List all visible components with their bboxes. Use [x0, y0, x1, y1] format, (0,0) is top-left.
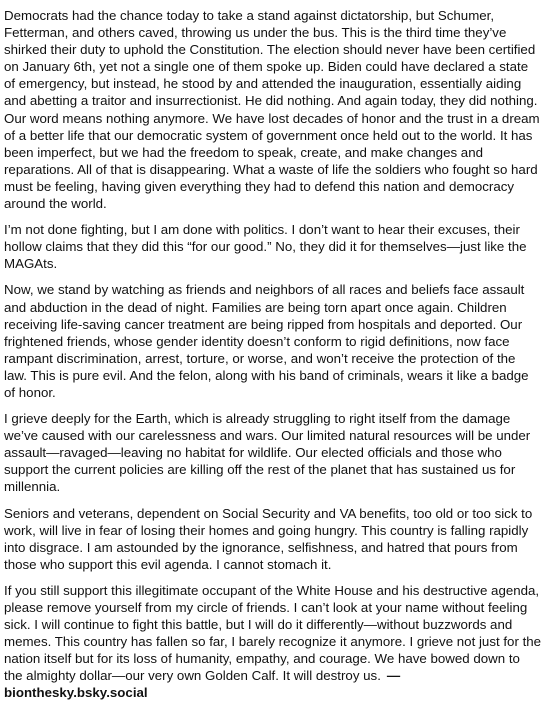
paragraph-3: Now, we stand by watching as friends and neighbors of all races and beliefs face assault and abduction in the dead of night. Families are being torn apart once again. Children receiving life-saving cancer treatment are being ripped from hospitals and deported. Our frightened friends, whose gender identity doesn’t conform to rigid definitions, now face rampant discrimination, arrest, torture, or worse, and won’t receive the protection of the law. This is pure evil. And the felon, along with his band of criminals, wears it like a badge of honor. [4, 282, 529, 400]
paragraph-5: Seniors and veterans, dependent on Social Security and VA benefits, too old or too sick to work, will live in fear of losing their homes and going hungry. This country is falling rapidly into disgrace. I am astounded by the ignorance, selfishness, and hatred that pours from those who support this evil agenda. I cannot stomach it. [4, 505, 533, 572]
post-text [4, 7, 542, 711]
paragraph-6 [4, 582, 542, 702]
paragraph-6-text: If you still support this illegitimate occupant of the White House and his destructive agenda, please remove yourself from my circle of friends. I can’t look at your name without feeling sick. I will continue to fight this battle, but I will do it differently—without buzzwords and memes. This country has fallen so far, I barely recognize it anymore. I grieve not just for the nation itself but for its loss of humanity, empathy, and courage. We have bowed down to the almighty dollar—our very own Golden Calf. It will destroy us. [4, 582, 542, 684]
signature-handle: —bionthesky.bsky.social [4, 668, 401, 701]
paragraph-2: I’m not done fighting, but I am done with politics. I don’t want to hear their excuses, their hollow claims that they did this “for our good.” No, they did it for themselves—just like the MAGAts. [4, 222, 527, 272]
paragraph-1: Democrats had the chance today to take a stand against dictatorship, but Schumer, Fetterman, and others caved, throwing us under the bus. This is the third time they’ve shirked their duty to uphold the Constitution. The election should never have been certified on January 6th, yet not a single one of them spoke up. Biden could have declared a state of emergency, but instead, he stood by and attended the inauguration, essentially aiding and abetting a traitor and insurrectionist. He did nothing. And again today, they did nothing. Our word means nothing anymore. We have lost decades of honor and the trust in a dream of a better life that our democratic system of government once held out to the world. It has been imperfect, but we had the freedom to speak, create, and make changes and reparations. All of that is disappearing. What a waste of life the soldiers who fought so hard must be feeling, having given everything they had to defend this nation and democracy around the world. [4, 8, 540, 212]
paragraph-4: I grieve deeply for the Earth, which is already struggling to right itself from the damage we’ve caused with our carelessness and wars. Our limited natural resources will be under assault—ravaged—leaving no habitat for wildlife. Our elected officials and those who support the current policies are killing off the rest of the planet that has sustained us for millennia. [4, 411, 531, 495]
